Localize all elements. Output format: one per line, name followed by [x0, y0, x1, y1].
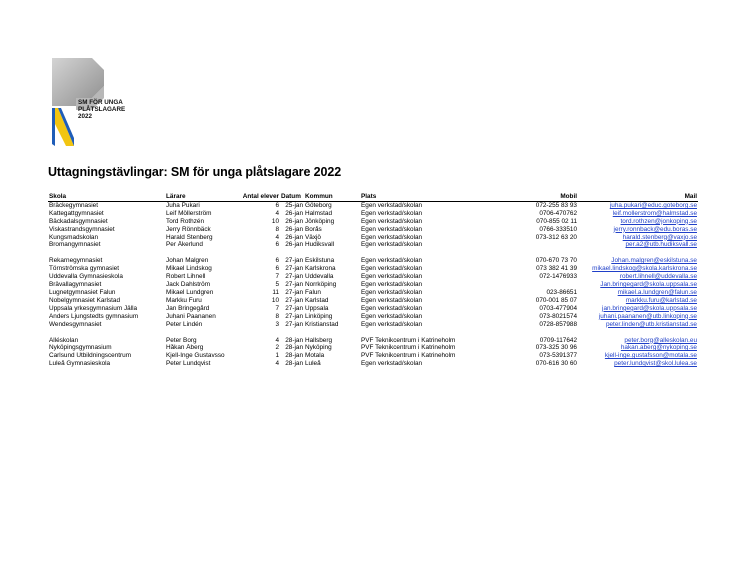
cell-plats: Egen verkstad/skolan	[361, 312, 423, 320]
cell-kommun: Göteborg	[305, 201, 332, 209]
cell-mail	[578, 321, 698, 329]
table-row	[48, 201, 698, 209]
mail-link[interactable]: tord.rothzen@jonkoping.se	[620, 217, 697, 225]
cell-mobil: 073-5391377	[539, 352, 577, 360]
cell-larare: Robert Lihnell	[166, 273, 206, 281]
cell-skola: Alléskolan	[49, 336, 79, 344]
cell-mobil	[494, 281, 578, 289]
cell-kommun: Luleå	[305, 360, 321, 368]
cell-antal: 4	[275, 336, 279, 344]
cell-kommun: Norrköping	[305, 281, 337, 289]
table-row	[48, 313, 698, 321]
cell-kommun: Uddevalla	[305, 273, 334, 281]
cell-larare: Håkan Åberg	[166, 344, 204, 352]
cell-larare: Johan Malgren	[166, 257, 209, 265]
cell-datum: 25-jan	[285, 201, 303, 209]
mail-link[interactable]: peter.lundqvist@skol.lulea.se	[614, 360, 697, 368]
cell-skola: Bräckegymnasiet	[49, 201, 99, 209]
cell-skola: Rekarnegymnasiet	[49, 257, 103, 265]
mail-link[interactable]: harald.stenberg@vaxjo.se	[622, 233, 697, 241]
table-row	[48, 352, 698, 360]
cell-larare: Jerry Rönnbäck	[166, 225, 211, 233]
cell-mobil: 0728-857988	[539, 320, 577, 328]
mail-link[interactable]: juha.pukari@educ.goteborg.se	[609, 201, 697, 209]
cell-mobil: 070-616 30 60	[535, 360, 577, 368]
cell-skola: Viskastrandsgymnasiet	[49, 225, 115, 233]
cell-skola: Uddevalla Gymnasieskola	[49, 273, 123, 281]
cell-skola: Uppsala yrkesgymnasium Jälla	[49, 304, 138, 312]
cell-kommun: Borås	[305, 225, 322, 233]
header-datum: Datum	[280, 193, 304, 201]
table-row	[48, 257, 698, 265]
cell-larare: Peter Lindén	[166, 320, 203, 328]
cell-mobil: 0703-477904	[539, 304, 577, 312]
cell-kommun: Jönköping	[305, 217, 335, 225]
logo-text-line1: SM FÖR UNGA	[78, 99, 123, 106]
cell-kommun: Hallsberg	[305, 336, 332, 344]
cell-mail	[578, 210, 698, 218]
cell-datum: 27-jan	[285, 320, 303, 328]
header-mail: Mail	[578, 193, 698, 201]
header-antal: Antal elever	[233, 193, 280, 201]
cell-larare: Jan Bringegård	[166, 304, 210, 312]
cell-mail	[578, 257, 698, 265]
cell-datum: 26-jan	[285, 225, 303, 233]
cell-plats: PVF Teknikcentrum i Katrineholm	[361, 336, 456, 344]
cell-larare: Leif Möllerström	[166, 209, 212, 217]
cell-antal: 8	[275, 312, 279, 320]
cell-mobil: 023-86651	[546, 288, 577, 296]
cell-kommun: Motala	[305, 352, 325, 360]
table-row	[48, 305, 698, 313]
table-row	[48, 344, 698, 352]
cell-plats: PVF Teknikcentrum i Katrineholm	[361, 352, 456, 360]
spacer-cell	[48, 249, 698, 257]
cell-antal: 4	[275, 360, 279, 368]
cell-datum: 28-jan	[285, 336, 303, 344]
cell-antal: 6	[275, 201, 279, 209]
cell-skola: Bäckadalsgymnasiet	[49, 217, 108, 225]
cell-mobil: 073-8021574	[539, 312, 577, 320]
cell-antal: 7	[275, 273, 279, 281]
cell-datum: 27-jan	[285, 257, 303, 265]
cell-mail	[578, 352, 698, 360]
cell-mail	[578, 241, 698, 249]
mail-link[interactable]: peter.linden@utb.kristianstad.se	[605, 320, 697, 328]
cell-antal: 6	[275, 241, 279, 249]
cell-mail	[578, 289, 698, 297]
table-row	[48, 360, 698, 368]
cell-mail	[578, 281, 698, 289]
cell-plats: Egen verkstad/skolan	[361, 265, 423, 273]
cell-plats: Egen verkstad/skolan	[361, 225, 423, 233]
cell-mobil	[494, 241, 578, 249]
cell-mail	[578, 201, 698, 209]
mail-link[interactable]: mikael.a.lundgren@falun.se	[617, 288, 697, 296]
cell-mobil: 073 382 41 39	[536, 265, 577, 273]
cell-antal: 5	[275, 281, 279, 289]
cell-mobil: 072-255 83 93	[535, 201, 577, 209]
cell-mail	[578, 313, 698, 321]
cell-mobil: 073-312 63 20	[535, 233, 577, 241]
cell-kommun: Kristianstad	[305, 320, 339, 328]
cell-larare: Mikael Lundgren	[166, 288, 214, 296]
logo-text	[78, 99, 125, 120]
table-row	[48, 321, 698, 329]
cell-skola: Luleå Gymnasieskola	[49, 360, 111, 368]
cell-antal: 10	[271, 217, 279, 225]
cell-larare: Peter Borg	[166, 336, 197, 344]
cell-datum: 27-jan	[285, 265, 303, 273]
cell-mobil: 072-1476933	[539, 273, 577, 281]
mail-link[interactable]: robert.lihnell@uddevalla.se	[619, 273, 697, 281]
cell-mail	[578, 218, 698, 226]
cell-skola: Lugnetgymnasiet Falun	[49, 288, 116, 296]
cell-skola: Wendesgymnasiet	[49, 320, 102, 328]
cell-larare: Juha Pukari	[166, 201, 200, 209]
table-row	[48, 297, 698, 305]
cell-plats: Egen verkstad/skolan	[361, 209, 423, 217]
cell-plats: Egen verkstad/skolan	[361, 241, 423, 249]
cell-mobil: 070-001 85 07	[535, 296, 577, 304]
cell-skola: Nyköpingsgymnasium	[49, 344, 112, 352]
cell-larare: Mikael Lindskog	[166, 265, 212, 273]
cell-kommun: Nyköping	[305, 344, 332, 352]
cell-plats: PVF Teknikcentrum i Katrineholm	[361, 344, 456, 352]
header-mobil: Mobil	[494, 193, 578, 201]
cell-plats: Egen verkstad/skolan	[361, 201, 423, 209]
cell-kommun: Karlskrona	[305, 265, 336, 273]
cell-kommun: Halmstad	[305, 209, 332, 217]
header-skola: Skola	[48, 193, 165, 201]
cell-larare: Jack Dahlström	[166, 281, 211, 289]
cell-datum: 27-jan	[285, 296, 303, 304]
cell-datum: 26-jan	[285, 217, 303, 225]
cell-mail	[578, 297, 698, 305]
logo-text-line3: 2022	[78, 113, 93, 120]
header-plats: Plats	[360, 193, 494, 201]
table-row	[48, 226, 698, 234]
mail-link[interactable]: hakan.aberg@nykoping.se	[620, 344, 697, 352]
cell-datum: 27-jan	[285, 312, 303, 320]
group-spacer	[48, 329, 698, 337]
cell-skola: Carlsund Utbildningscentrum	[49, 352, 132, 360]
table-body	[48, 201, 698, 368]
cell-plats: Egen verkstad/skolan	[361, 304, 423, 312]
cell-datum: 28-jan	[285, 360, 303, 368]
cell-kommun: Hudiksvall	[305, 241, 335, 249]
logo-text-line2: PLÅTSLAGARE	[78, 106, 126, 113]
cell-larare: Tord Rothzén	[166, 217, 205, 225]
spacer-cell	[48, 329, 698, 337]
cell-antal: 7	[275, 304, 279, 312]
table-row	[48, 281, 698, 289]
cell-mobil: 070-855 02 11	[536, 217, 577, 225]
cell-antal: 3	[275, 320, 279, 328]
table-row	[48, 241, 698, 249]
cell-kommun: Linköping	[305, 312, 333, 320]
cell-mail	[578, 305, 698, 313]
cell-mobil: 0706-470762	[539, 209, 577, 217]
cell-kommun: Uppsala	[305, 304, 329, 312]
cell-larare: Peter Lundqvist	[166, 360, 211, 368]
cell-mobil: 0766-333510	[539, 225, 577, 233]
cell-mobil: 073-325 30 96	[535, 344, 577, 352]
cell-antal: 2	[275, 344, 279, 352]
cell-skola: Anders Ljungstedts gymnasium	[49, 312, 139, 320]
cell-datum: 27-jan	[285, 281, 303, 289]
cell-datum: 27-jan	[285, 273, 303, 281]
cell-antal: 11	[272, 288, 279, 296]
cell-datum: 27-jan	[285, 304, 303, 312]
cell-kommun: Växjö	[305, 233, 321, 241]
mail-link[interactable]: per.a2@utb.hudiksvall.se	[625, 241, 697, 249]
mail-link[interactable]: leif.mollerstrom@halmstad.se	[612, 209, 697, 217]
table-header-row	[48, 193, 698, 201]
cell-antal: 1	[275, 352, 279, 360]
cell-larare: Kjell-Inge Gustavsso	[166, 352, 225, 360]
competition-table	[48, 193, 698, 368]
cell-skola: Nobelgymnasiet Karlstad	[49, 296, 121, 304]
cell-skola: Brävallagymnasiet	[49, 281, 102, 289]
cell-mail	[578, 337, 698, 345]
cell-larare: Juhani Paananen	[166, 312, 216, 320]
table-row	[48, 273, 698, 281]
cell-plats: Egen verkstad/skolan	[361, 273, 423, 281]
mail-link[interactable]: mikael.lindskog@skola.karlskrona.se	[592, 265, 697, 273]
cell-kommun: Eskilstuna	[305, 257, 335, 265]
mail-link[interactable]: Jan.bringegard@skola.uppsala.se	[600, 281, 697, 289]
cell-datum: 27-jan	[285, 288, 303, 296]
table-row	[48, 234, 698, 242]
cell-datum: 26-jan	[285, 209, 303, 217]
header-kommun: Kommun	[304, 193, 360, 201]
cell-antal: 4	[275, 233, 279, 241]
table-row	[48, 265, 698, 273]
cell-plats: Egen verkstad/skolan	[361, 320, 423, 328]
table-row	[48, 210, 698, 218]
cell-mail	[578, 360, 698, 368]
page-title: Uttagningstävlingar: SM för unga plåtslagare 2022	[48, 165, 342, 179]
cell-mail	[578, 234, 698, 242]
table-row	[48, 337, 698, 345]
cell-datum: 26-jan	[285, 241, 303, 249]
cell-datum: 28-jan	[285, 344, 303, 352]
mail-link[interactable]: peter.borg@alleskolan.eu	[624, 336, 697, 344]
cell-plats: Egen verkstad/skolan	[361, 288, 423, 296]
cell-larare: Per Åkerlund	[166, 241, 203, 249]
cell-kommun: Falun	[305, 288, 321, 296]
cell-larare: Harald Stenberg	[166, 233, 213, 241]
cell-antal: 6	[275, 265, 279, 273]
cell-plats: Egen verkstad/skolan	[361, 296, 423, 304]
cell-mail	[578, 226, 698, 234]
cell-antal: 10	[271, 296, 279, 304]
cell-plats: Egen verkstad/skolan	[361, 257, 423, 265]
cell-plats: Egen verkstad/skolan	[361, 217, 423, 225]
table-row	[48, 289, 698, 297]
mail-link[interactable]: juhani.paananen@utb.linkoping.se	[598, 312, 697, 320]
cell-mail	[578, 265, 698, 273]
cell-antal: 6	[275, 257, 279, 265]
cell-skola: Törnströmska gymnasiet	[49, 265, 119, 273]
cell-mobil: 0709-117642	[539, 336, 577, 344]
cell-datum: 28-jan	[285, 352, 303, 360]
cell-datum: 26-jan	[285, 233, 303, 241]
cell-mail	[578, 344, 698, 352]
cell-plats: Egen verkstad/skolan	[361, 233, 423, 241]
cell-skola: Kungsmadskolan	[49, 233, 99, 241]
cell-antal: 4	[275, 209, 279, 217]
cell-mobil: 070-670 73 70	[535, 257, 577, 265]
mail-link[interactable]: jerry.ronnback@edu.boras.se	[613, 225, 697, 233]
mail-link[interactable]: markku.furu@karlstad.se	[625, 296, 697, 304]
mail-link[interactable]: jan.bringegard@skola.uppsala.se	[602, 304, 697, 312]
cell-skola: Bromangymnasiet	[49, 241, 101, 249]
cell-plats: Egen verkstad/skolan	[361, 281, 423, 289]
cell-mail	[578, 273, 698, 281]
cell-larare: Markku Furu	[166, 296, 202, 304]
mail-link[interactable]: kjell-inge.gustafsson@motala.se	[604, 352, 697, 360]
cell-antal: 8	[275, 225, 279, 233]
table-row	[48, 218, 698, 226]
group-spacer	[48, 249, 698, 257]
header-larare: Lärare	[165, 193, 233, 201]
cell-plats: Egen verkstad/skolan	[361, 360, 423, 368]
cell-skola: Kattegattgymnasiet	[49, 209, 104, 217]
mail-link[interactable]: Johan.malgren@eskilstuna.se	[611, 257, 697, 265]
cell-kommun: Karlstad	[305, 296, 329, 304]
